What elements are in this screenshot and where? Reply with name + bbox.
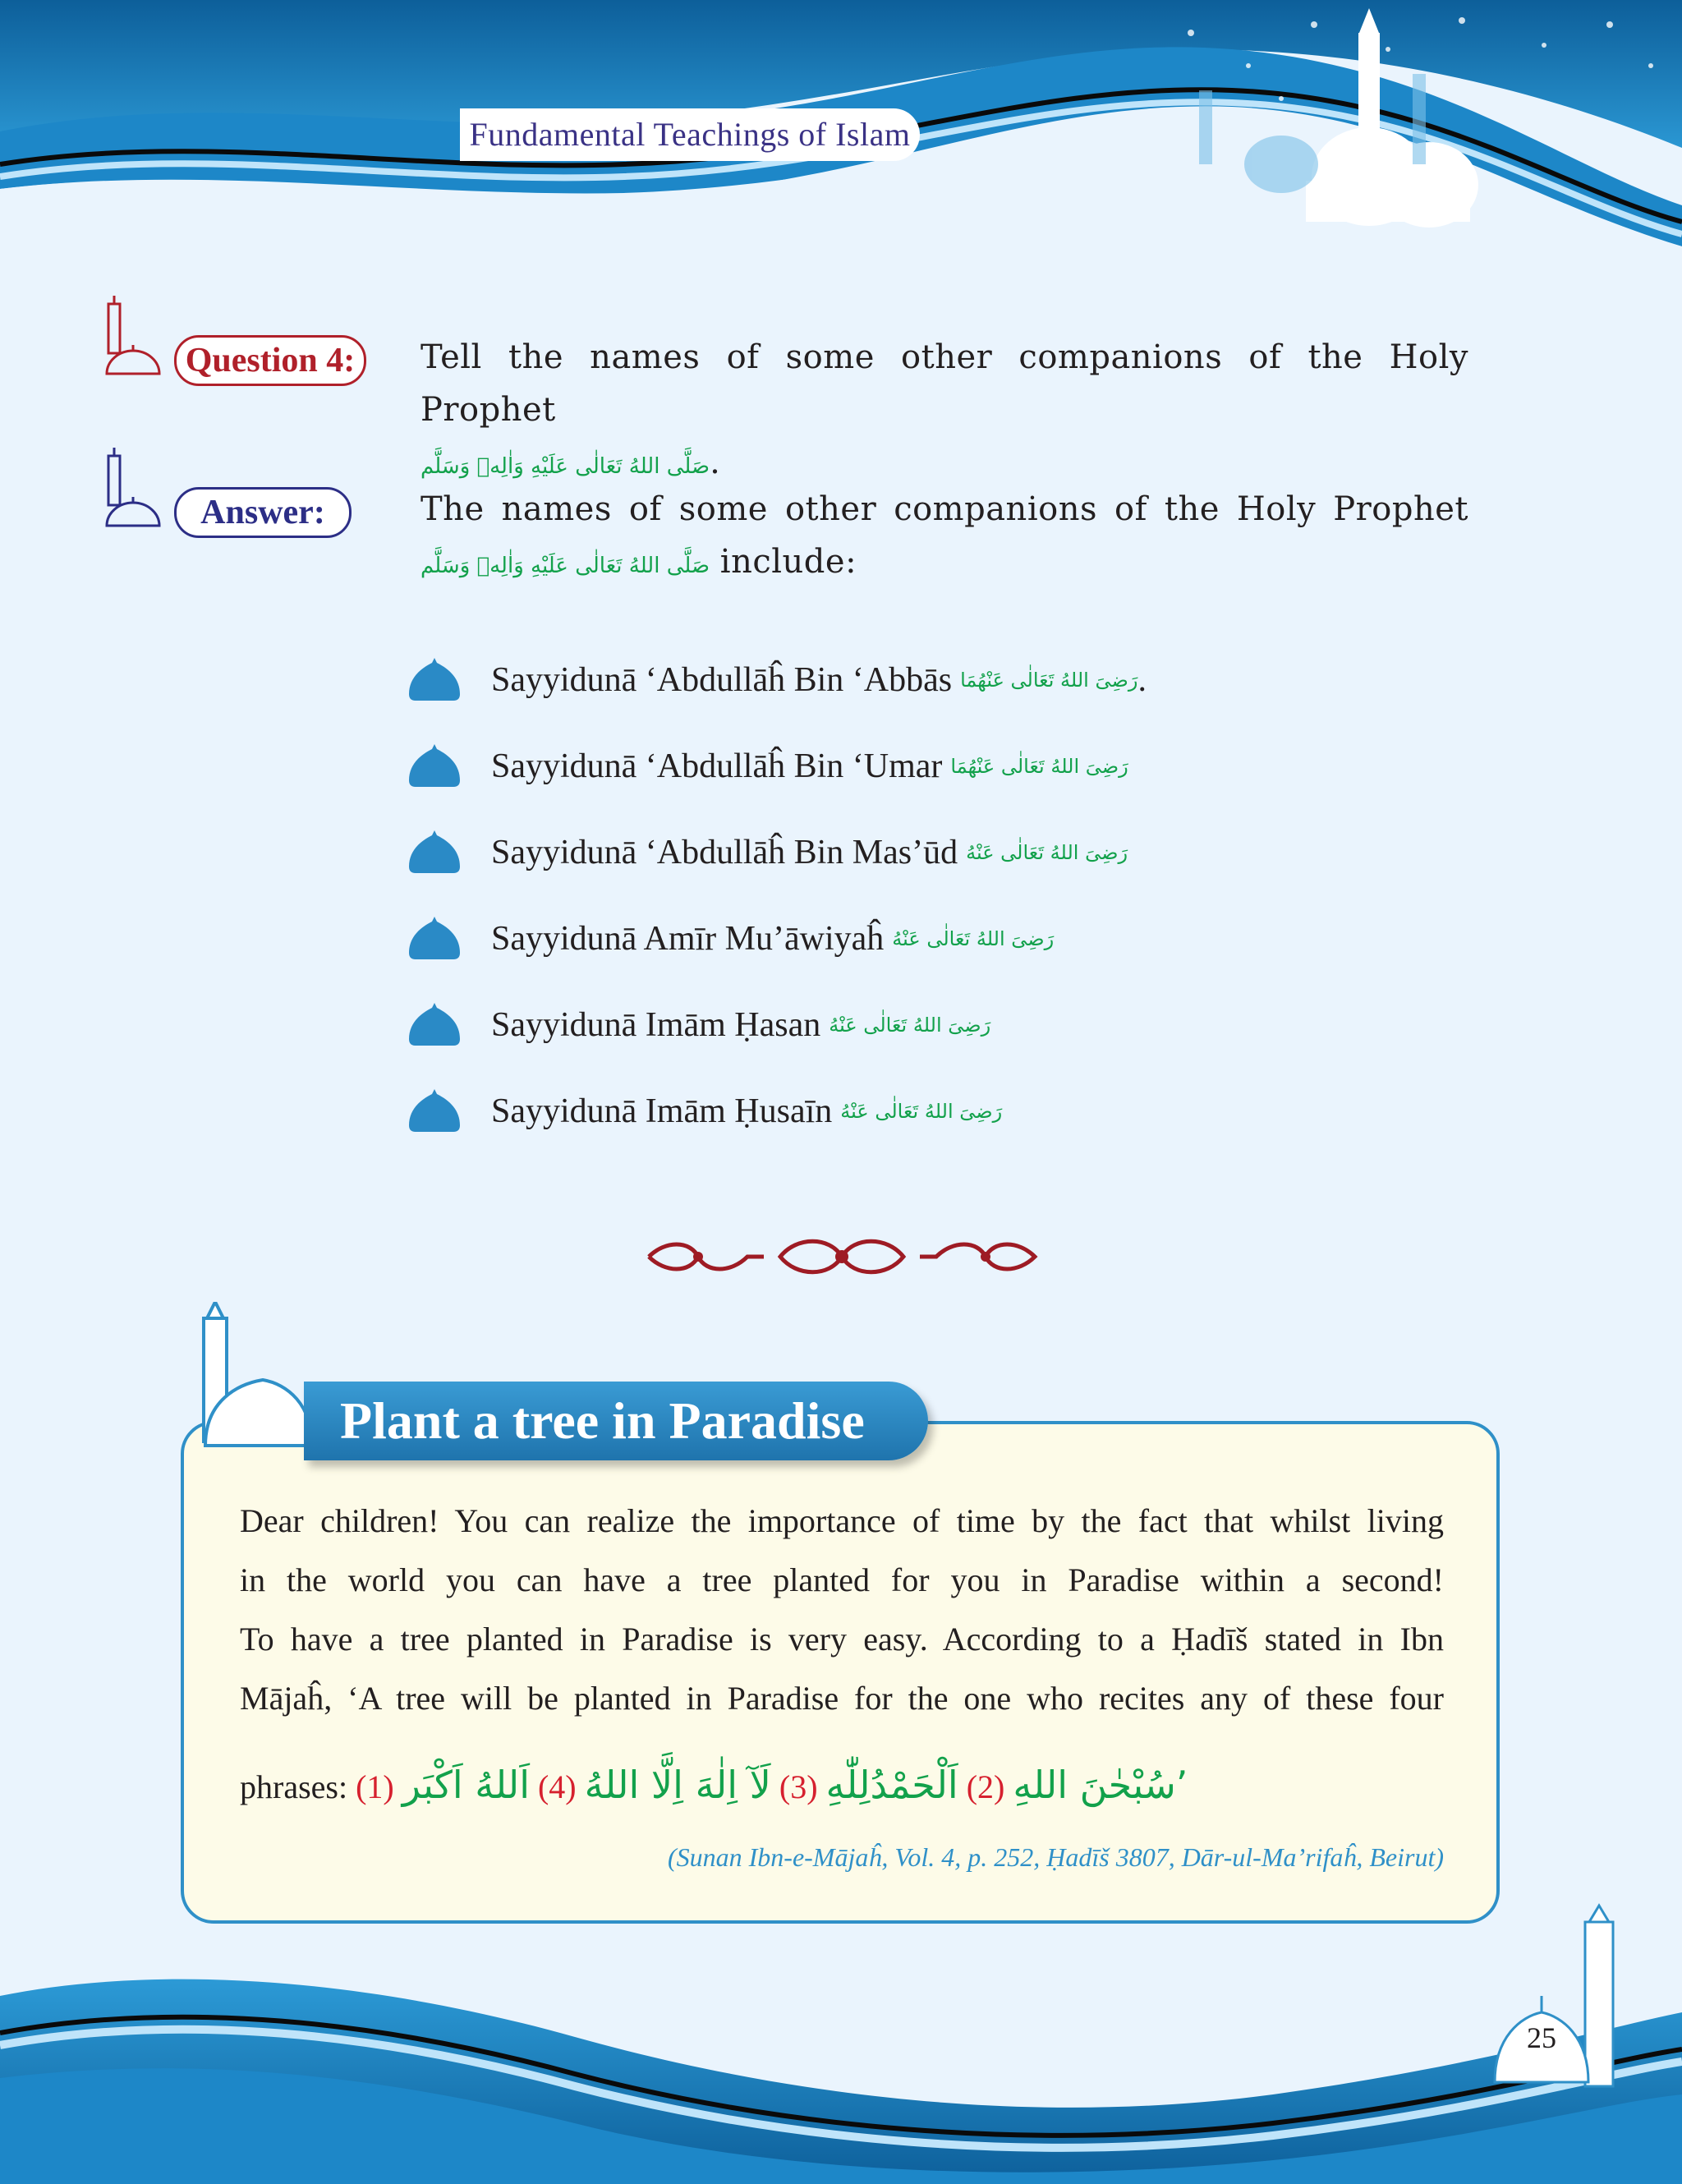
question-label (99, 296, 378, 402)
answer-label (99, 448, 378, 554)
dome-bullet-icon (407, 1003, 462, 1047)
companion-name: Sayyidunā ʻAbdullāĥ Bin Mas’ūd (491, 833, 958, 871)
paragraph-line: in the world you can have a tree planted for you in Paradise within a second! (240, 1561, 1444, 1598)
honorific-text: رَضِىَ اللهُ تَعَالٰى عَنْهُ (966, 840, 1128, 864)
phrase-number: (3) (779, 1768, 818, 1805)
companion-name: Sayyidunā ʻAbdullāĥ Bin ʻUmar (491, 747, 943, 785)
answer-line1: The names of some other companions of the Holy Prophet (420, 490, 1468, 528)
honorific-text: رَضِىَ اللهُ تَعَالٰى عَنْهُ (892, 926, 1055, 950)
dome-bullet-icon (407, 744, 462, 789)
companion-name: Sayyidunā ʻAbdullāĥ Bin ʻAbbās (491, 660, 953, 699)
companion-name: Sayyidunā Amīr Mu’āwiyaĥ (491, 919, 885, 958)
ornament-divider-icon (641, 1232, 1043, 1281)
answer-end: include: (719, 543, 857, 581)
phrases-line (240, 1752, 1444, 1818)
paragraph-line: Dear children! You can realize the importance of time by the fact that whilst living (240, 1502, 1444, 1539)
answer-line2 (420, 536, 1468, 592)
phrase-arabic: لَآ اِلٰهَ اِلَّا اللهُ (584, 1763, 771, 1807)
dome-bullet-icon (407, 917, 462, 961)
salutation-text: صَلَّى اللهُ تَعَالٰى عَلَيْهِ وَاٰلِهٖ وَسَلَّم (420, 454, 710, 479)
salutation-text: صَلَّى اللهُ تَعَالٰى عَلَيْهِ وَاٰلِهٖ وَسَلَّم (420, 554, 710, 578)
list-item (407, 982, 1311, 1068)
list-item (407, 723, 1311, 809)
list-item (407, 637, 1311, 723)
citation: (Sunan Ibn-e-Mājaĥ, Vol. 4, p. 252, Ḥadīš 3807, Dār-ul-Ma’rifaĥ, Beirut) (667, 1842, 1444, 1872)
answer-tag: Answer: (174, 487, 352, 538)
phrase-arabic: سُبْحٰنَ اللهِ (1013, 1763, 1176, 1807)
box-title: Plant a tree in Paradise (304, 1382, 928, 1460)
honorific-text: رَضِىَ اللهُ تَعَالٰى عَنْهُ (829, 1013, 991, 1037)
paragraph-line: To have a tree planted in Paradise is very easy. According to a Ḥadīš stated in Ibn (240, 1621, 1444, 1658)
dome-bullet-icon (407, 830, 462, 875)
list-item (407, 809, 1311, 895)
companion-name: Sayyidunā Imām Ḥasan (491, 1005, 821, 1044)
answer-text (420, 483, 1468, 592)
phrase-arabic: اَلْحَمْدُلِلّٰهِ (825, 1763, 958, 1807)
list-item (407, 895, 1311, 982)
dome-bullet-icon (407, 1089, 462, 1133)
phrase-number: (1) (356, 1768, 394, 1805)
mosque-dome-icon (189, 1302, 320, 1466)
paragraph-line: Mājaĥ, ‘A tree will be planted in Paradise for the one who recites any of these four (240, 1680, 1444, 1717)
item-end: . (1137, 660, 1147, 699)
phrases-label: phrases: (240, 1768, 348, 1805)
footer-wave-banner (0, 1889, 1682, 2184)
honorific-text: رَضِىَ اللهُ تَعَالٰى عَنْهُمَا (960, 668, 1138, 692)
phrase-arabic: اَللهُ اَكْبَر’ (402, 1763, 1188, 1807)
question-tag: Question 4: (174, 335, 366, 386)
box-paragraph (240, 1492, 1444, 1728)
question-line1: Tell the names of some other companions of the Holy Prophet (420, 338, 1468, 429)
dome-bullet-icon (407, 658, 462, 702)
phrase-number: (4) (537, 1768, 577, 1805)
question-text (420, 331, 1468, 493)
companion-name: Sayyidunā Imām Ḥusaīn (491, 1092, 833, 1130)
honorific-text: رَضِىَ اللهُ تَعَالٰى عَنْهُمَا (950, 754, 1128, 778)
running-title: Fundamental Teachings of Islam (460, 108, 920, 161)
phrase-number: (2) (966, 1768, 1005, 1805)
page-number: 25 (1527, 2021, 1556, 2054)
honorific-text: رَضِىَ اللهُ تَعَالٰى عَنْهُ (840, 1099, 1003, 1123)
question-end: . (710, 444, 720, 481)
companions-list (407, 637, 1311, 1154)
list-item (407, 1068, 1311, 1154)
